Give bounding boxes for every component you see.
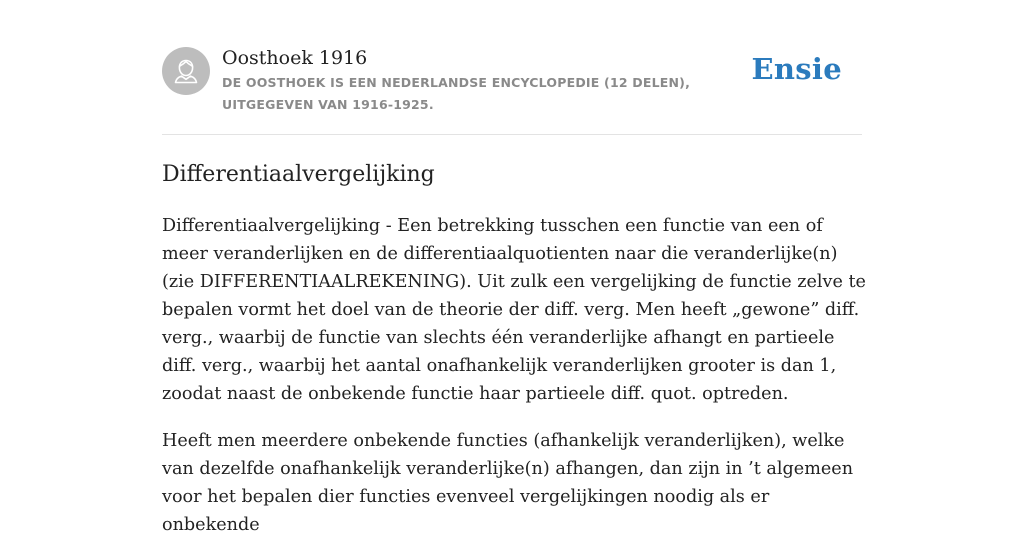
- article-paragraph: Heeft men meerdere onbekende functies (afhankelijk veranderlijken), welke van dezelfde onafhankelijk veranderlijke(n) afhangen, dan zijn in ’t algemeen voor het bepalen dier functies evenveel vergelijkingen noodig als er onbekende: [162, 431, 854, 535]
- avatar[interactable]: [162, 47, 210, 95]
- user-silhouette-icon: [162, 47, 210, 95]
- source-description: DE OOSTHOEK IS EEN NEDERLANDSE ENCYCLOPEDIE (12 DELEN), UITGEGEVEN VAN 1916-1925.: [222, 75, 691, 112]
- source-info: [222, 46, 762, 116]
- article-body: [162, 212, 866, 558]
- source-title[interactable]: Oosthoek 1916: [222, 47, 368, 69]
- article-title: Differentiaalvergelijking: [162, 162, 435, 187]
- page: [162, 0, 866, 535]
- source-header: [162, 0, 862, 135]
- brand-logo[interactable]: Ensie: [751, 52, 842, 86]
- article-paragraph: Differentiaalvergelijking - Een betrekking tusschen een functie van een of meer veranderlijken en de differentiaalquotienten naar die veranderlijke(n) (zie DIFFERENTIAALREKENING). Uit zulk een vergelijking de functie zelve te bepalen vormt het doel van de theorie der diff. verg. Men heeft „gewone” diff. verg., waarbij de functie van slechts één veranderlijke afhangt en partieele diff. verg., waarbij het aantal onafhankelijk veranderlijken grooter is dan 1, zoodat naast de onbekende functie haar partieele diff. quot. optreden.: [162, 216, 866, 404]
